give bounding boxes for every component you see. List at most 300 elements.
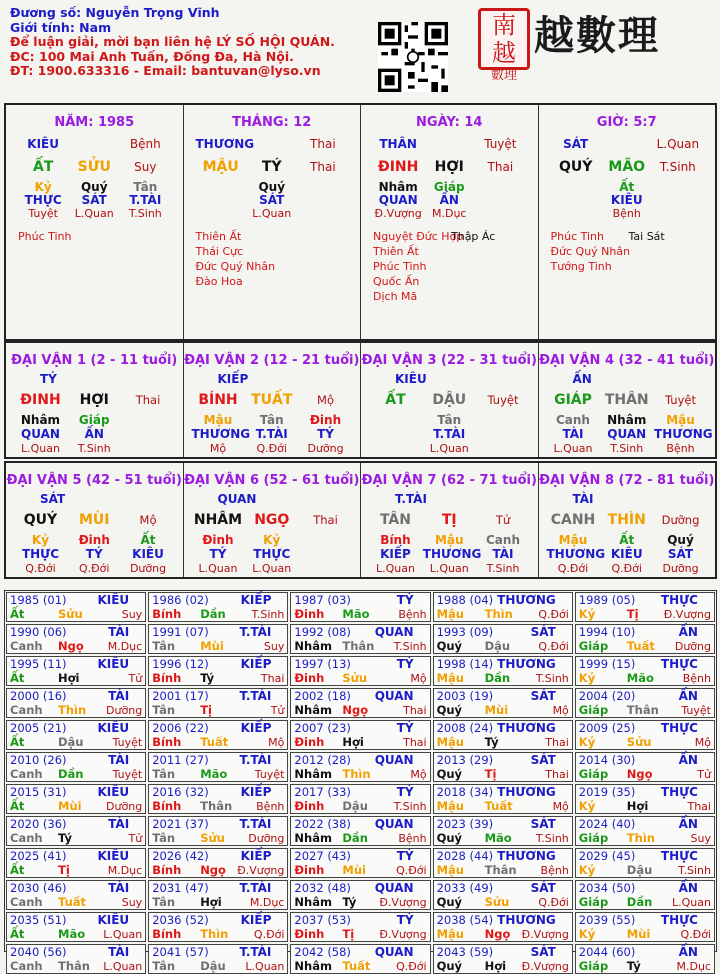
year-state: Tuyệt bbox=[112, 768, 143, 781]
year-cell[interactable] bbox=[433, 880, 573, 910]
year-label: 2007 (23) bbox=[294, 721, 351, 735]
year-branch: Sửu bbox=[484, 895, 510, 909]
year-cell[interactable] bbox=[290, 688, 430, 718]
year-cell[interactable] bbox=[148, 816, 288, 846]
year-cell[interactable] bbox=[433, 912, 573, 942]
year-label: 1999 (15) bbox=[578, 657, 636, 671]
year-god: TÀI bbox=[108, 945, 130, 959]
year-label: 2010 (26) bbox=[10, 753, 67, 767]
year-cell[interactable] bbox=[290, 944, 430, 974]
year-branch: Thìn bbox=[58, 703, 87, 717]
year-label: 1987 (03) bbox=[294, 593, 351, 607]
year-cell[interactable] bbox=[148, 592, 288, 622]
year-state: Thai bbox=[260, 672, 285, 685]
branch: DẬU bbox=[432, 392, 467, 408]
year-branch: Tý bbox=[58, 831, 72, 845]
branch: THÂN bbox=[604, 392, 649, 408]
year-state: Đ.Vượng bbox=[379, 896, 427, 909]
state: Dưỡng bbox=[129, 562, 167, 575]
year-stem: Bính bbox=[152, 927, 182, 941]
ten-god: TÝ bbox=[85, 547, 103, 561]
star-item: Thập Ác bbox=[451, 230, 496, 243]
year-cell[interactable] bbox=[6, 912, 146, 942]
year-god: KIÊU bbox=[97, 721, 130, 735]
year-state: Bệnh bbox=[398, 832, 427, 845]
year-stem: Nhâm bbox=[294, 639, 332, 653]
year-stem: Ất bbox=[10, 671, 25, 685]
year-cell[interactable] bbox=[433, 784, 573, 814]
year-god: THƯƠNG bbox=[497, 721, 556, 735]
pillar-phase: Bệnh bbox=[129, 137, 161, 151]
year-stem: Ất bbox=[10, 607, 25, 621]
ten-gods-row bbox=[539, 547, 716, 562]
year-label: 2017 (33) bbox=[294, 785, 351, 799]
pillar-god: THƯƠNG bbox=[195, 137, 255, 151]
year-branch: Dậu bbox=[58, 735, 84, 749]
year-cell[interactable] bbox=[148, 688, 288, 718]
year-cell[interactable] bbox=[433, 944, 573, 974]
ten-god: ẤN bbox=[439, 193, 459, 207]
year-god: SÁT bbox=[530, 945, 556, 959]
year-state: Đ.Vượng bbox=[521, 928, 569, 941]
year-cell[interactable] bbox=[575, 688, 715, 718]
year-cell[interactable] bbox=[290, 720, 430, 750]
year-god: SÁT bbox=[530, 881, 556, 895]
ten-god: THƯƠNG bbox=[422, 547, 482, 561]
year-god: THỰC bbox=[660, 785, 698, 799]
stem: ẤT bbox=[32, 159, 54, 175]
ten-gods-row bbox=[361, 427, 538, 442]
year-cell[interactable] bbox=[433, 624, 573, 654]
year-cell[interactable] bbox=[6, 880, 146, 910]
year-branch: Mùi bbox=[626, 927, 651, 941]
year-god: ẤN bbox=[678, 817, 698, 831]
hidden-stems-row bbox=[184, 414, 361, 427]
year-state: Suy bbox=[690, 832, 711, 845]
state: Q.Đới bbox=[557, 562, 589, 575]
year-cell[interactable] bbox=[148, 848, 288, 878]
year-branch: Thân bbox=[58, 959, 90, 973]
year-state: M.Dục bbox=[107, 864, 143, 877]
year-cell[interactable] bbox=[433, 656, 573, 686]
year-label: 2018 (34) bbox=[436, 785, 494, 799]
year-state: Q.Đới bbox=[680, 928, 711, 941]
year-state: Tử bbox=[697, 768, 711, 781]
year-stem: Nhâm bbox=[294, 895, 332, 909]
state bbox=[477, 442, 530, 455]
year-cell[interactable] bbox=[6, 656, 146, 686]
luck-period bbox=[539, 343, 716, 457]
stem: GIÁP bbox=[554, 392, 592, 408]
year-cell[interactable] bbox=[433, 752, 573, 782]
hidden-stem bbox=[477, 414, 530, 427]
year-god: QUAN bbox=[374, 689, 414, 703]
state bbox=[299, 562, 352, 575]
year-label: 2038 (54) bbox=[436, 913, 494, 927]
year-label: 2011 (27) bbox=[152, 753, 209, 767]
year-cell[interactable] bbox=[148, 624, 288, 654]
luck-title: ĐẠI VẬN 5 (42 - 51 tuổi) bbox=[6, 473, 182, 488]
hidden-stem: Quý bbox=[667, 533, 694, 547]
ten-god: QUAN bbox=[378, 193, 418, 207]
year-label: 2001 (17) bbox=[152, 689, 209, 703]
year-cell[interactable] bbox=[290, 752, 430, 782]
ten-gods-row bbox=[6, 194, 183, 207]
state: L.Quan bbox=[429, 562, 469, 575]
pillar-stem-branch-row bbox=[6, 159, 183, 175]
year-stem: Nhâm bbox=[294, 831, 332, 845]
year-stem: Đinh bbox=[294, 799, 325, 813]
year-god: T.TÀI bbox=[239, 945, 272, 959]
hidden-stem: Mậu bbox=[203, 413, 233, 427]
star-item: Tướng Tinh bbox=[550, 260, 612, 273]
year-label: 2006 (22) bbox=[152, 721, 209, 735]
luck-god: ẤN bbox=[572, 372, 592, 386]
pillar-god-row bbox=[539, 138, 716, 151]
year-stem: Mậu bbox=[436, 927, 464, 941]
year-cell[interactable] bbox=[575, 784, 715, 814]
hidden-stem bbox=[369, 414, 422, 427]
hidden-stem: Tân bbox=[133, 180, 158, 194]
states-row bbox=[184, 562, 361, 575]
year-branch: Hợi bbox=[200, 895, 222, 909]
year-god: QUAN bbox=[374, 753, 414, 767]
ten-god: KIÊU bbox=[132, 547, 164, 561]
ten-god: T.TÀI bbox=[129, 193, 162, 207]
hidden-stems-row bbox=[539, 534, 716, 547]
year-state: Đ.Vượng bbox=[521, 960, 569, 973]
year-god: TÝ bbox=[396, 785, 414, 799]
ten-god: TÀI bbox=[492, 547, 514, 561]
year-state: Mộ bbox=[268, 736, 285, 749]
year-cell[interactable] bbox=[433, 688, 573, 718]
year-cell[interactable] bbox=[148, 912, 288, 942]
year-state: Bệnh bbox=[540, 864, 569, 877]
ten-god: THƯƠNG bbox=[546, 547, 606, 561]
luck-period bbox=[184, 463, 362, 577]
spacer bbox=[602, 138, 652, 151]
state: L.Quan bbox=[553, 442, 593, 455]
year-cell[interactable] bbox=[148, 944, 288, 974]
state: Bệnh bbox=[666, 442, 695, 455]
stem: ĐINH bbox=[20, 392, 61, 408]
year-branch: Tuất bbox=[200, 735, 229, 749]
year-cell[interactable] bbox=[6, 752, 146, 782]
year-branch: Dần bbox=[342, 831, 368, 845]
year-label: 2004 (20) bbox=[578, 689, 636, 703]
year-label: 2021 (37) bbox=[152, 817, 209, 831]
year-state: Tử bbox=[270, 704, 285, 717]
year-cell[interactable] bbox=[575, 592, 715, 622]
year-label: 2027 (43) bbox=[294, 849, 351, 863]
states-row bbox=[6, 442, 183, 455]
year-label: 2035 (51) bbox=[10, 913, 67, 927]
year-stem: Kỷ bbox=[578, 799, 596, 813]
state: L.Quan bbox=[198, 562, 238, 575]
year-label: 2009 (25) bbox=[578, 721, 636, 735]
year-stem: Tân bbox=[152, 959, 176, 973]
year-cell[interactable] bbox=[290, 592, 430, 622]
ten-god: ẤN bbox=[84, 427, 104, 441]
year-cell[interactable] bbox=[148, 880, 288, 910]
luck-periods-row-2 bbox=[4, 461, 717, 579]
year-state: Tử bbox=[128, 672, 143, 685]
year-branch: Dậu bbox=[200, 959, 226, 973]
year-branch: Tuất bbox=[58, 895, 87, 909]
hidden-stem: Mậu bbox=[558, 533, 588, 547]
year-state: Tử bbox=[128, 832, 143, 845]
ten-god bbox=[196, 194, 246, 207]
year-stem: Quý bbox=[436, 767, 463, 781]
year-cell[interactable] bbox=[290, 784, 430, 814]
pillar-title: GIỜ: 5:7 bbox=[596, 115, 657, 130]
year-state: M.Dục bbox=[676, 960, 711, 973]
year-god: KIẾP bbox=[240, 593, 272, 607]
year-stem: Mậu bbox=[436, 607, 464, 621]
year-god: KIÊU bbox=[97, 657, 130, 671]
year-label: 2034 (50) bbox=[578, 881, 636, 895]
year-state: Tuyệt bbox=[254, 768, 285, 781]
year-label: 2039 (55) bbox=[578, 913, 636, 927]
year-label: 2003 (19) bbox=[436, 689, 494, 703]
year-cell[interactable] bbox=[433, 848, 573, 878]
ten-god: KIẾP bbox=[380, 547, 411, 561]
year-god: KIẾP bbox=[240, 657, 272, 671]
year-label: 1993 (09) bbox=[436, 625, 494, 639]
year-state: Q.Đới bbox=[538, 608, 569, 621]
year-state: Suy bbox=[263, 640, 285, 653]
owner-name: Đương số: Nguyễn Trọng Vĩnh bbox=[10, 5, 220, 20]
qr-code-icon[interactable] bbox=[378, 22, 448, 92]
year-stem: Bính bbox=[152, 735, 182, 749]
year-cell[interactable] bbox=[575, 720, 715, 750]
year-stem: Ất bbox=[10, 863, 25, 877]
branch: MÙI bbox=[78, 512, 110, 528]
year-label: 2044 (60) bbox=[578, 945, 636, 959]
luck-period bbox=[6, 343, 184, 457]
ten-gods-row bbox=[184, 194, 361, 207]
year-cell[interactable] bbox=[575, 848, 715, 878]
state: T.Sinh bbox=[486, 562, 520, 575]
luck-phase: Tuyệt bbox=[665, 393, 696, 407]
luck-title: ĐẠI VẬN 4 (32 - 41 tuổi) bbox=[539, 353, 715, 368]
state: Đ.Vượng bbox=[374, 207, 422, 220]
year-state: T.Sinh bbox=[251, 608, 285, 621]
year-god: ẤN bbox=[678, 881, 698, 895]
ten-god: T.TÀI bbox=[433, 427, 466, 441]
year-label: 1996 (12) bbox=[152, 657, 209, 671]
year-cell[interactable] bbox=[433, 816, 573, 846]
year-label: 2040 (56) bbox=[10, 945, 67, 959]
year-god: TÝ bbox=[396, 657, 414, 671]
hidden-stem bbox=[122, 414, 175, 427]
year-state: T.Sinh bbox=[393, 640, 427, 653]
year-state: Tuyệt bbox=[681, 704, 711, 717]
year-label: 1989 (05) bbox=[578, 593, 636, 607]
pillar-god-row bbox=[6, 138, 183, 151]
luck-god: TÀI bbox=[572, 492, 594, 506]
state bbox=[369, 442, 422, 455]
year-state: T.Sinh bbox=[678, 864, 711, 877]
year-cell[interactable] bbox=[148, 784, 288, 814]
year-branch: Hợi bbox=[484, 959, 507, 973]
year-cell[interactable] bbox=[433, 720, 573, 750]
year-cell[interactable] bbox=[148, 656, 288, 686]
year-branch: Mão bbox=[342, 607, 370, 621]
year-cell[interactable] bbox=[148, 720, 288, 750]
year-cell[interactable] bbox=[6, 592, 146, 622]
year-branch: Thìn bbox=[200, 927, 229, 941]
stem: ĐINH bbox=[377, 159, 419, 175]
year-cell[interactable] bbox=[290, 848, 430, 878]
year-cell[interactable] bbox=[290, 816, 430, 846]
year-stem: Kỷ bbox=[578, 607, 596, 621]
year-cell[interactable] bbox=[575, 944, 715, 974]
year-cell[interactable] bbox=[6, 688, 146, 718]
hidden-stem bbox=[551, 181, 601, 194]
year-stem: Tân bbox=[152, 831, 176, 845]
ten-gods-row bbox=[539, 427, 716, 442]
year-state: L.Quan bbox=[245, 960, 285, 973]
state: Dưỡng bbox=[307, 442, 344, 455]
phone-email-line: ĐT: 1900.633316 - Email: bantuvan@lyso.vn bbox=[10, 63, 321, 79]
brand-logo bbox=[534, 4, 660, 61]
hidden-stem: Kỷ bbox=[31, 533, 50, 547]
year-label: 2031 (47) bbox=[152, 881, 209, 895]
year-cell[interactable] bbox=[6, 848, 146, 878]
ten-god: TÝ bbox=[209, 547, 227, 561]
year-god: KIÊU bbox=[97, 593, 130, 607]
luck-title: ĐẠI VẬN 3 (22 - 31 tuổi) bbox=[361, 353, 537, 368]
year-cell[interactable] bbox=[575, 880, 715, 910]
hidden-stem: Đinh bbox=[202, 533, 234, 547]
state: M.Dục bbox=[432, 207, 467, 220]
stem: TÂN bbox=[379, 512, 411, 528]
luck-period bbox=[361, 343, 539, 457]
spacer bbox=[247, 138, 297, 151]
year-cell[interactable] bbox=[433, 592, 573, 622]
luck-god: KIÊU bbox=[395, 372, 427, 386]
year-god: THỰC bbox=[660, 913, 698, 927]
year-cell[interactable] bbox=[6, 720, 146, 750]
year-cell[interactable] bbox=[575, 656, 715, 686]
year-stem: Nhâm bbox=[294, 959, 332, 973]
luck-periods-row-1 bbox=[4, 341, 717, 459]
year-stem: Giáp bbox=[578, 959, 609, 973]
year-branch: Tý bbox=[200, 671, 215, 685]
star-item: Thái Cực bbox=[195, 245, 244, 258]
year-cell[interactable] bbox=[290, 656, 430, 686]
year-label: 1990 (06) bbox=[10, 625, 67, 639]
pillar-stars bbox=[551, 229, 631, 274]
year-label: 1994 (10) bbox=[578, 625, 636, 639]
address-line: ĐC: 100 Mai Anh Tuấn, Đống Đa, Hà Nội. bbox=[10, 48, 294, 64]
hidden-stem bbox=[653, 181, 703, 194]
luck-stem-branch-row bbox=[539, 512, 716, 528]
year-stem: Bính bbox=[152, 671, 182, 685]
year-cell[interactable] bbox=[290, 880, 430, 910]
year-cell[interactable] bbox=[6, 784, 146, 814]
year-branch: Ngọ bbox=[58, 639, 84, 653]
state: Q.Đới bbox=[256, 442, 287, 455]
year-state: Dưỡng bbox=[106, 704, 143, 717]
year-cell[interactable] bbox=[575, 752, 715, 782]
pillar-stars-2 bbox=[451, 229, 495, 244]
year-god: T.TÀI bbox=[239, 881, 272, 895]
year-label: 2016 (32) bbox=[152, 785, 209, 799]
year-stem: Nhâm bbox=[294, 767, 332, 781]
year-cell[interactable] bbox=[290, 912, 430, 942]
year-stem: Đinh bbox=[294, 735, 325, 749]
branch: MÃO bbox=[608, 159, 646, 175]
year-label: 2036 (52) bbox=[152, 913, 209, 927]
star-item: Phúc Tinh bbox=[550, 230, 605, 243]
hidden-stems-row bbox=[361, 414, 538, 427]
year-branch: Sửu bbox=[342, 671, 368, 685]
year-cell[interactable] bbox=[575, 912, 715, 942]
year-branch: Tuất bbox=[626, 639, 655, 653]
pillar-stars bbox=[18, 229, 72, 244]
states-row bbox=[361, 207, 538, 220]
year-stem: Kỷ bbox=[578, 671, 596, 685]
year-cell[interactable] bbox=[575, 624, 715, 654]
year-stem: Ất bbox=[10, 735, 25, 749]
year-cell[interactable] bbox=[290, 624, 430, 654]
year-branch: Tị bbox=[58, 863, 70, 877]
year-state: Đ.Vượng bbox=[237, 864, 285, 877]
ten-god bbox=[653, 194, 703, 207]
year-god: TÀI bbox=[108, 625, 130, 639]
year-state: Đ.Vượng bbox=[663, 608, 711, 621]
year-state: Mộ bbox=[552, 704, 569, 717]
year-cell[interactable] bbox=[6, 624, 146, 654]
nayin: Suy bbox=[134, 160, 157, 174]
year-stem: Nhâm bbox=[294, 703, 332, 717]
year-branch: Sửu bbox=[58, 607, 83, 621]
year-branch: Dậu bbox=[342, 799, 368, 813]
year-stem: Tân bbox=[152, 703, 176, 717]
year-god: THỰC bbox=[660, 593, 698, 607]
year-state: Q.Đới bbox=[538, 896, 569, 909]
hidden-stem: Giáp bbox=[433, 180, 465, 194]
year-god: THỰC bbox=[660, 657, 698, 671]
hidden-stem: Mậu bbox=[666, 413, 695, 427]
pillar-column bbox=[6, 105, 184, 339]
year-label: 2041 (57) bbox=[152, 945, 209, 959]
brand-text: 越數理 bbox=[534, 12, 660, 59]
year-cell[interactable] bbox=[575, 816, 715, 846]
star-item: Nguyệt Đức Hợp bbox=[373, 230, 464, 243]
year-stem: Giáp bbox=[578, 895, 609, 909]
states-row bbox=[184, 442, 361, 455]
year-stem: Tân bbox=[152, 895, 176, 909]
year-cell[interactable] bbox=[6, 944, 146, 974]
luck-stem-branch-row bbox=[361, 392, 538, 408]
year-stem: Bính bbox=[152, 799, 182, 813]
pillar-god: THÂN bbox=[379, 137, 417, 151]
year-stem: Giáp bbox=[578, 767, 609, 781]
year-cell[interactable] bbox=[6, 816, 146, 846]
year-state: M.Dục bbox=[107, 640, 143, 653]
state: L.Quan bbox=[252, 562, 292, 575]
pillar-phase: Thai bbox=[310, 137, 336, 151]
pillar-stars-2 bbox=[629, 229, 665, 244]
year-cell[interactable] bbox=[148, 752, 288, 782]
year-stem: Giáp bbox=[578, 639, 609, 653]
hidden-stem: Đinh bbox=[309, 413, 342, 427]
year-stem: Canh bbox=[10, 703, 43, 717]
luck-god: SÁT bbox=[40, 492, 66, 506]
